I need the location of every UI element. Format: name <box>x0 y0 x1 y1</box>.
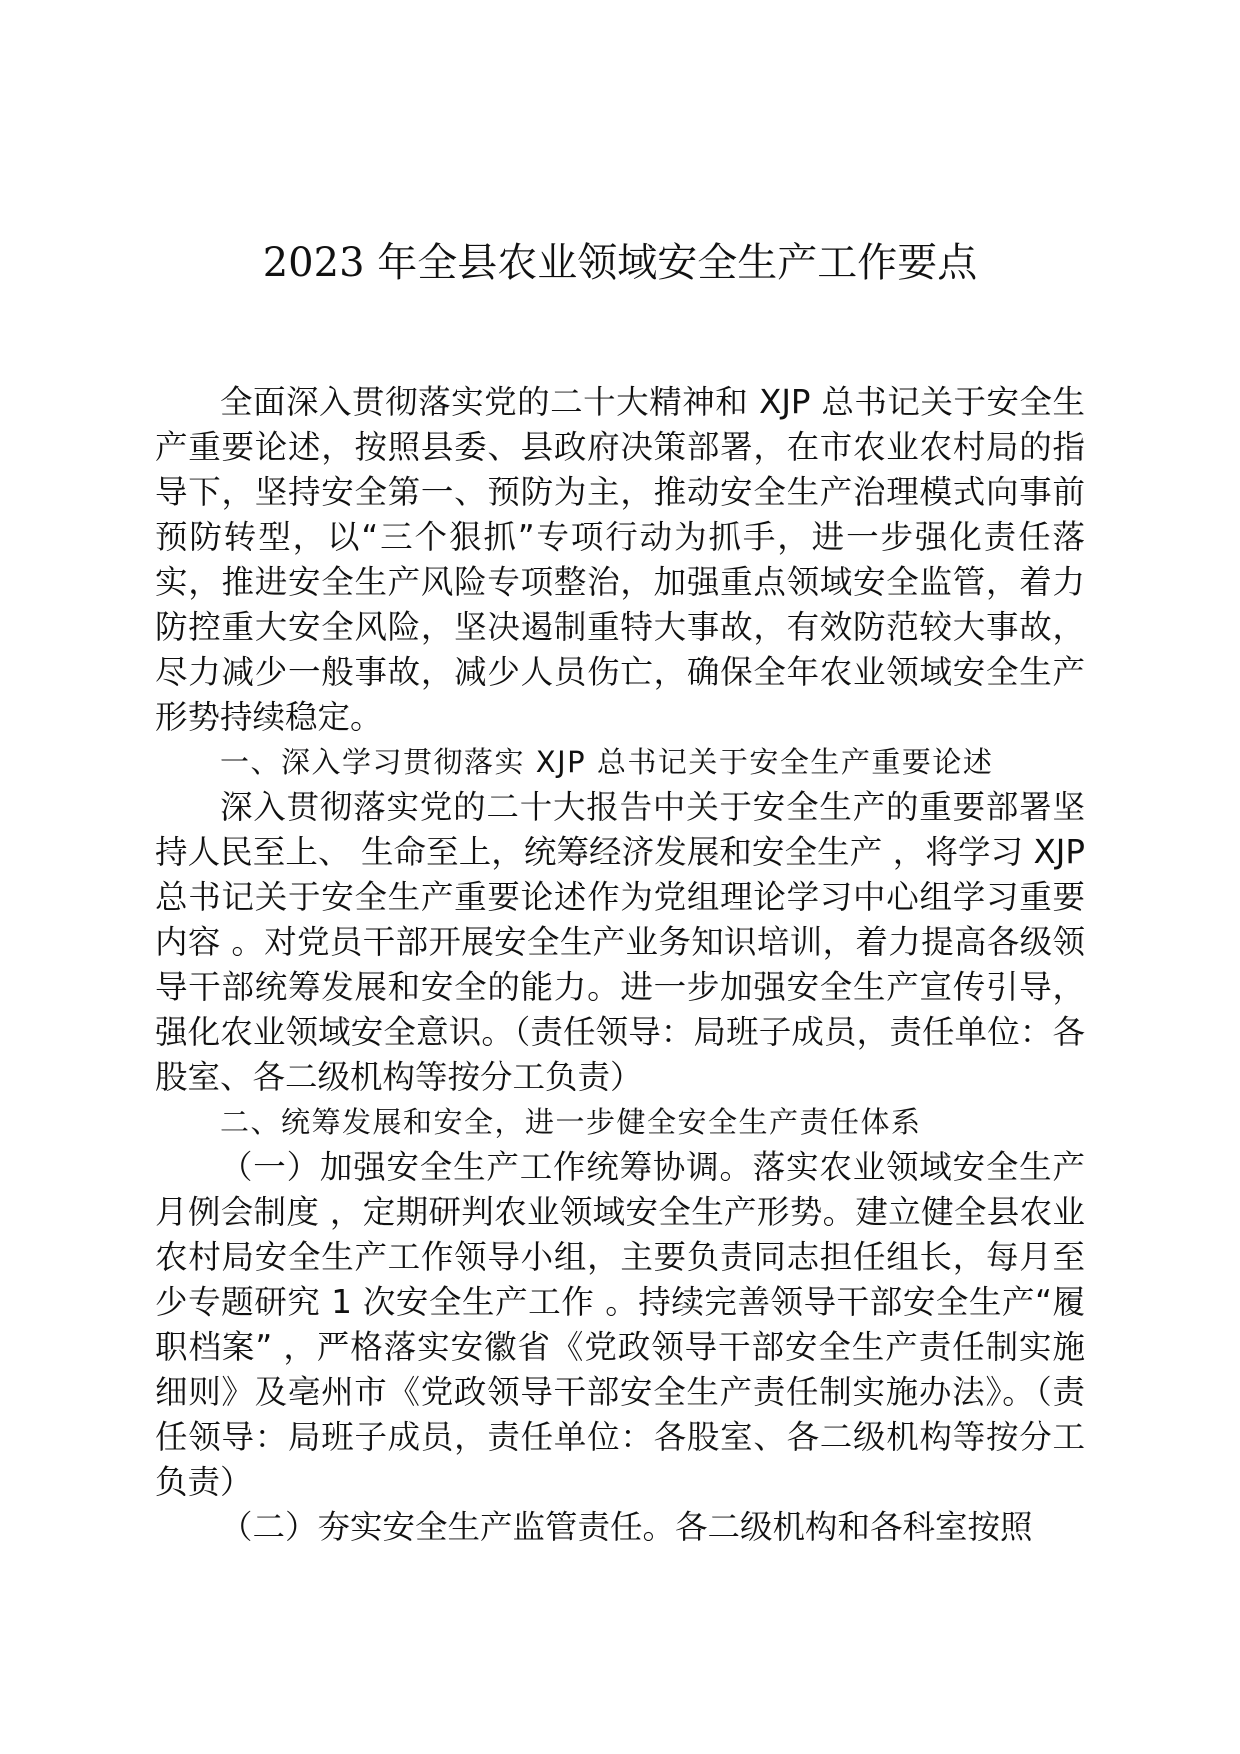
intro-paragraph: 全面深入贯彻落实党的二十大精神和 XJP 总书记关于安全生产重要论述，按照县委、县政府决策部署，在市农业农村局的指导下，坚持安全第一、预防为主，推动安全生产治理模式向事前预防转型，以“三个狠抓”专项行动为抓手，进一步强化责任落实，推进安全生产风险专项整治，加强重点领域安全监管，着力防控重大安全风险，坚决遏制重特大事故，有效防范较大事故，尽力减少一般事故，减少人员伤亡，确保全年农业领域安全生产形势持续稳定。 <box>155 383 1085 736</box>
section-heading-1: 一、深入学习贯彻落实 XJP 总书记关于安全生产重要论述 <box>220 745 994 779</box>
document-title: 2023 年全县农业领域安全生产工作要点 <box>262 240 978 286</box>
document-body <box>155 380 1085 1550</box>
section-2-item-1-paragraph: （一）加强安全生产工作统筹协调。落实农业领域安全生产月例会制度 ，定期研判农业领域安全生产形势。建立健全县农业农村局安全生产工作领导小组，主要负责同志担任组长，每月至少专题研究 1 次安全生产工作 。持续完善领导干部安全生产“履职档案” ，严格落实安徽省《党政领导干部安全生产责任制实施细则》及亳州市《党政领导干部安全生产责任制实施办法》。（责任领导：局班子成员，责任单位：各股室、各二级机构等按分工负责） <box>155 1148 1085 1501</box>
section-1-paragraph: 深入贯彻落实党的二十大报告中关于安全生产的重要部署坚持人民至上、 生命至上，统筹经济发展和安全生产 ，将学习 XJP 总书记关于安全生产重要论述作为党组理论学习中心组学习重要内容 。对党员干部开展安全生产业务知识培训，着力提高各级领导干部统筹发展和安全的能力。进一步加强安全生产宣传引导，强化农业领域安全意识。（责任领导：局班子成员，责任单位：各股室、各二级机构等按分工负责） <box>155 788 1085 1096</box>
section-2-item-2-paragraph: （二）夯实安全生产监管责任。各二级机构和各科室按照 <box>220 1508 1033 1546</box>
section-heading-2: 二、统筹发展和安全，进一步健全安全生产责任体系 <box>220 1105 922 1139</box>
